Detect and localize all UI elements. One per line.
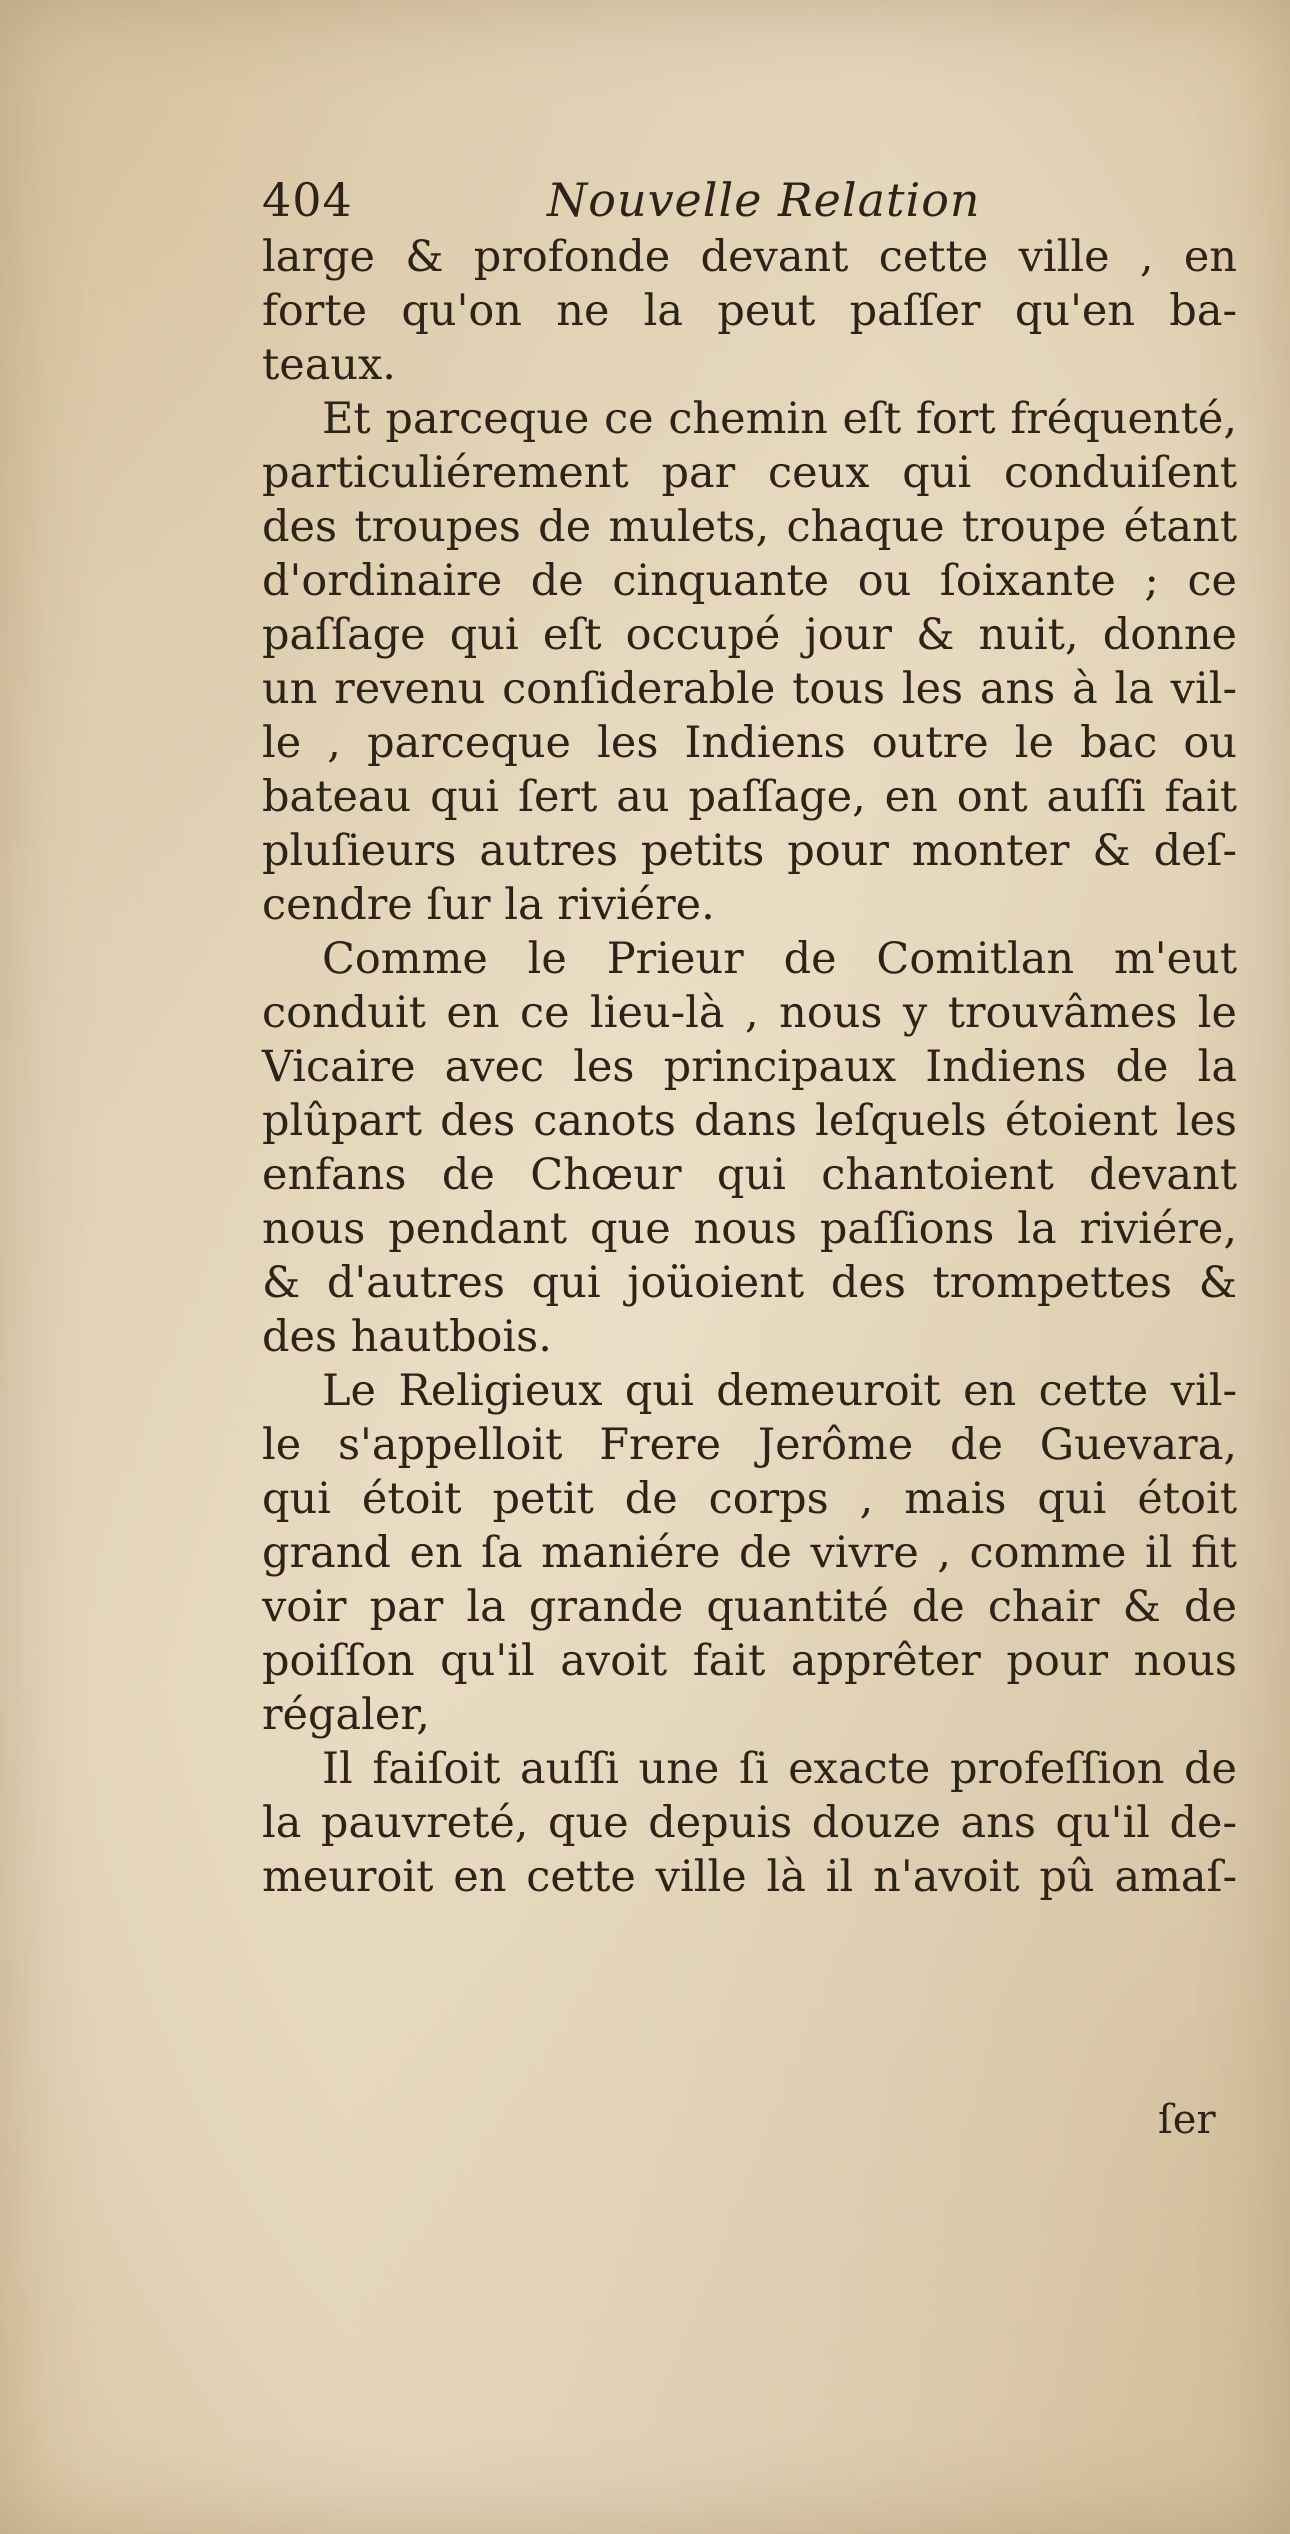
text-line: large & profonde devant cette ville , en bbox=[262, 232, 1237, 282]
catchword: ſer bbox=[1158, 2097, 1216, 2143]
text-line: qui étoit petit de corps , mais qui étoit bbox=[262, 1474, 1237, 1524]
running-head bbox=[262, 170, 1237, 230]
text-line: poiſſon qu'il avoit fait apprêter pour nous bbox=[262, 1636, 1237, 1686]
text-line: Comme le Prieur de Comitlan m'eut bbox=[322, 934, 1237, 984]
paragraph bbox=[262, 392, 1237, 932]
text-line: Le Religieux qui demeuroit en cette vil- bbox=[322, 1366, 1237, 1416]
page-number: 404 bbox=[262, 173, 353, 227]
text-line: enfans de Chœur qui chantoient devant bbox=[262, 1150, 1237, 1200]
text-line: un revenu conſiderable tous les ans à la vil- bbox=[262, 664, 1237, 714]
text-line: nous pendant que nous paſſions la riviére, bbox=[262, 1204, 1237, 1254]
text-line: Vicaire avec les principaux Indiens de la bbox=[262, 1042, 1237, 1092]
text-line: grand en ſa maniére de vivre , comme il fit bbox=[262, 1528, 1237, 1578]
text-line: le , parceque les Indiens outre le bac ou bbox=[262, 718, 1237, 768]
text-line: conduit en ce lieu-là , nous y trouvâmes le bbox=[262, 988, 1237, 1038]
text-line: pluſieurs autres petits pour monter & deſ- bbox=[262, 826, 1237, 876]
text-line: particuliérement par ceux qui conduiſent bbox=[262, 448, 1237, 498]
text-line: des troupes de mulets, chaque troupe étant bbox=[262, 502, 1237, 552]
text-line: des hautbois. bbox=[262, 1312, 552, 1362]
paragraph bbox=[262, 1364, 1237, 1742]
text-line: bateau qui ſert au paſſage, en ont auſſi fait bbox=[262, 772, 1237, 822]
text-line: cendre ſur la riviére. bbox=[262, 880, 715, 930]
running-title: Nouvelle Relation bbox=[547, 173, 981, 227]
text-line: teaux. bbox=[262, 340, 396, 390]
text-line: & d'autres qui joüoient des trompettes & bbox=[262, 1258, 1237, 1308]
text-line: plûpart des canots dans leſquels étoient les bbox=[262, 1096, 1237, 1146]
text-line: la pauvreté, que depuis douze ans qu'il de- bbox=[262, 1798, 1237, 1848]
text-block bbox=[262, 170, 1237, 1904]
text-line: d'ordinaire de cinquante ou ſoixante ; ce bbox=[262, 556, 1237, 606]
text-line: meuroit en cette ville là il n'avoit pû amaſ- bbox=[262, 1852, 1237, 1902]
text-line: le s'appelloit Frere Jerôme de Guevara, bbox=[262, 1420, 1237, 1470]
text-line: voir par la grande quantité de chair & de bbox=[262, 1582, 1237, 1632]
text-line: paſſage qui eſt occupé jour & nuit, donne bbox=[262, 610, 1237, 660]
text-line: Il faiſoit auſſi une ſi exacte profeſſion de bbox=[322, 1744, 1237, 1794]
text-line: régaler, bbox=[262, 1690, 430, 1740]
text-line: Et parceque ce chemin eſt fort fréquenté, bbox=[322, 394, 1237, 444]
paragraph bbox=[262, 230, 1237, 392]
paragraph bbox=[262, 932, 1237, 1364]
paragraph bbox=[262, 1742, 1237, 1904]
text-line: forte qu'on ne la peut paſſer qu'en ba- bbox=[262, 286, 1237, 336]
